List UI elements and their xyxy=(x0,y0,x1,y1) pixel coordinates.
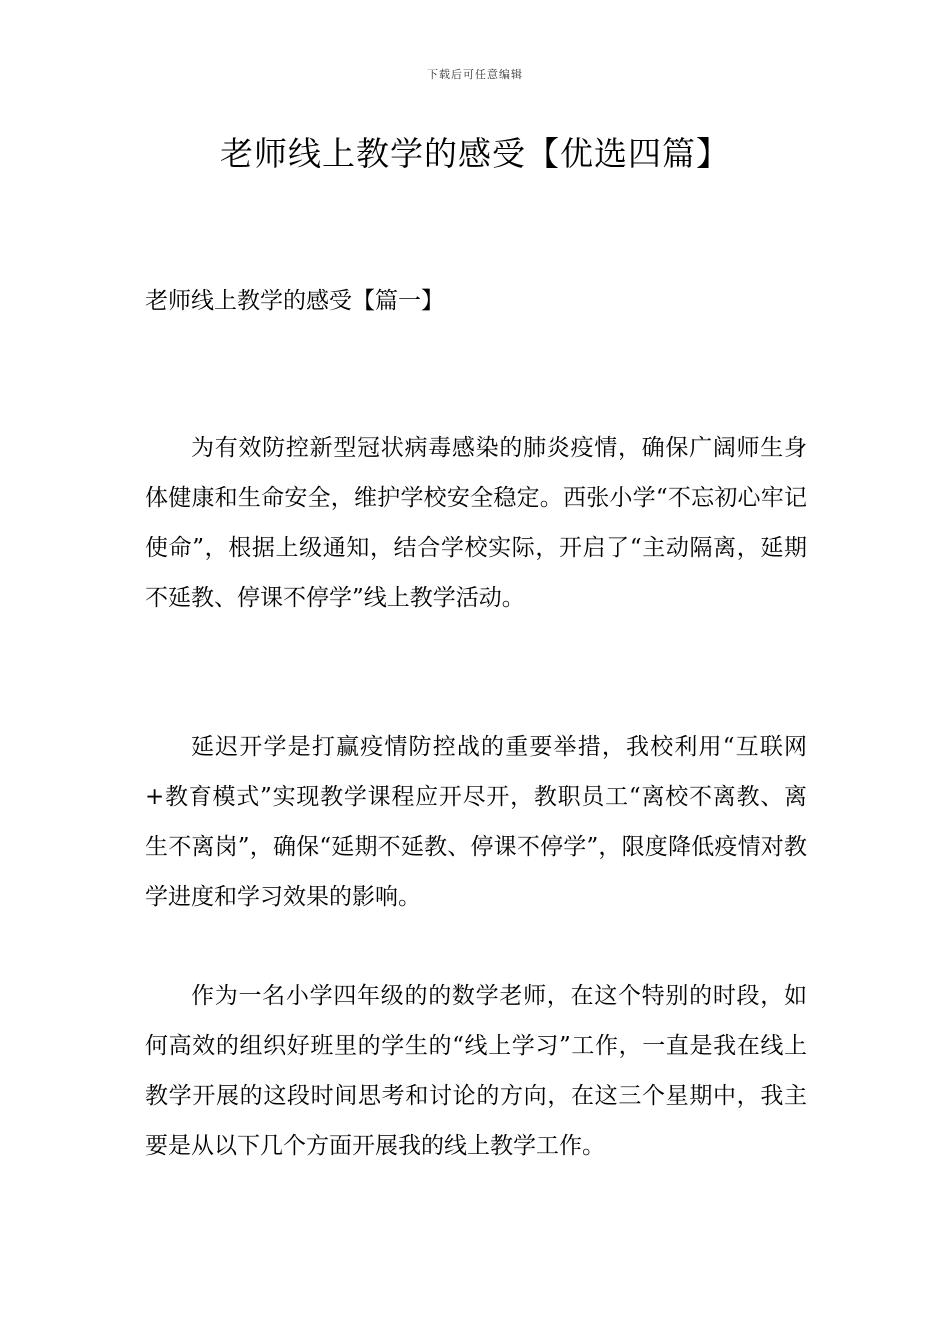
paragraph-2: 延迟开学是打赢疫情防控战的重要举措，我校利用“互联网+教育模式”实现教学课程应开尽开，教职员工“离校不离教、离生不离岗”，确保“延期不延教、停课不停学”，限度降低疫情对教学进度和学习效果的影响。 xyxy=(145,734,807,910)
header-note: 下载后可任意编辑 xyxy=(427,68,523,81)
section-heading: 老师线上教学的感受【篇一】 xyxy=(145,288,444,314)
paragraph-1: 为有效防控新型冠状病毒感染的肺炎疫情，确保广阔师生身体健康和生命安全，维护学校安全稳定。西张小学“不忘初心牢记使命”，根据上级通知，结合学校实际，开启了“主动隔离，延期不延教、停课不停学”线上教学活动。 xyxy=(145,435,807,611)
paragraph-3: 作为一名小学四年级的的数学老师，在这个特别的时段，如何高效的组织好班里的学生的“线上学习”工作，一直是我在线上教学开展的这段时间思考和讨论的方向，在这三个星期中，我主要是从以下几个方面开展我的线上教学工作。 xyxy=(145,983,807,1159)
document-title: 老师线上教学的感受【优选四篇】 xyxy=(220,134,730,173)
